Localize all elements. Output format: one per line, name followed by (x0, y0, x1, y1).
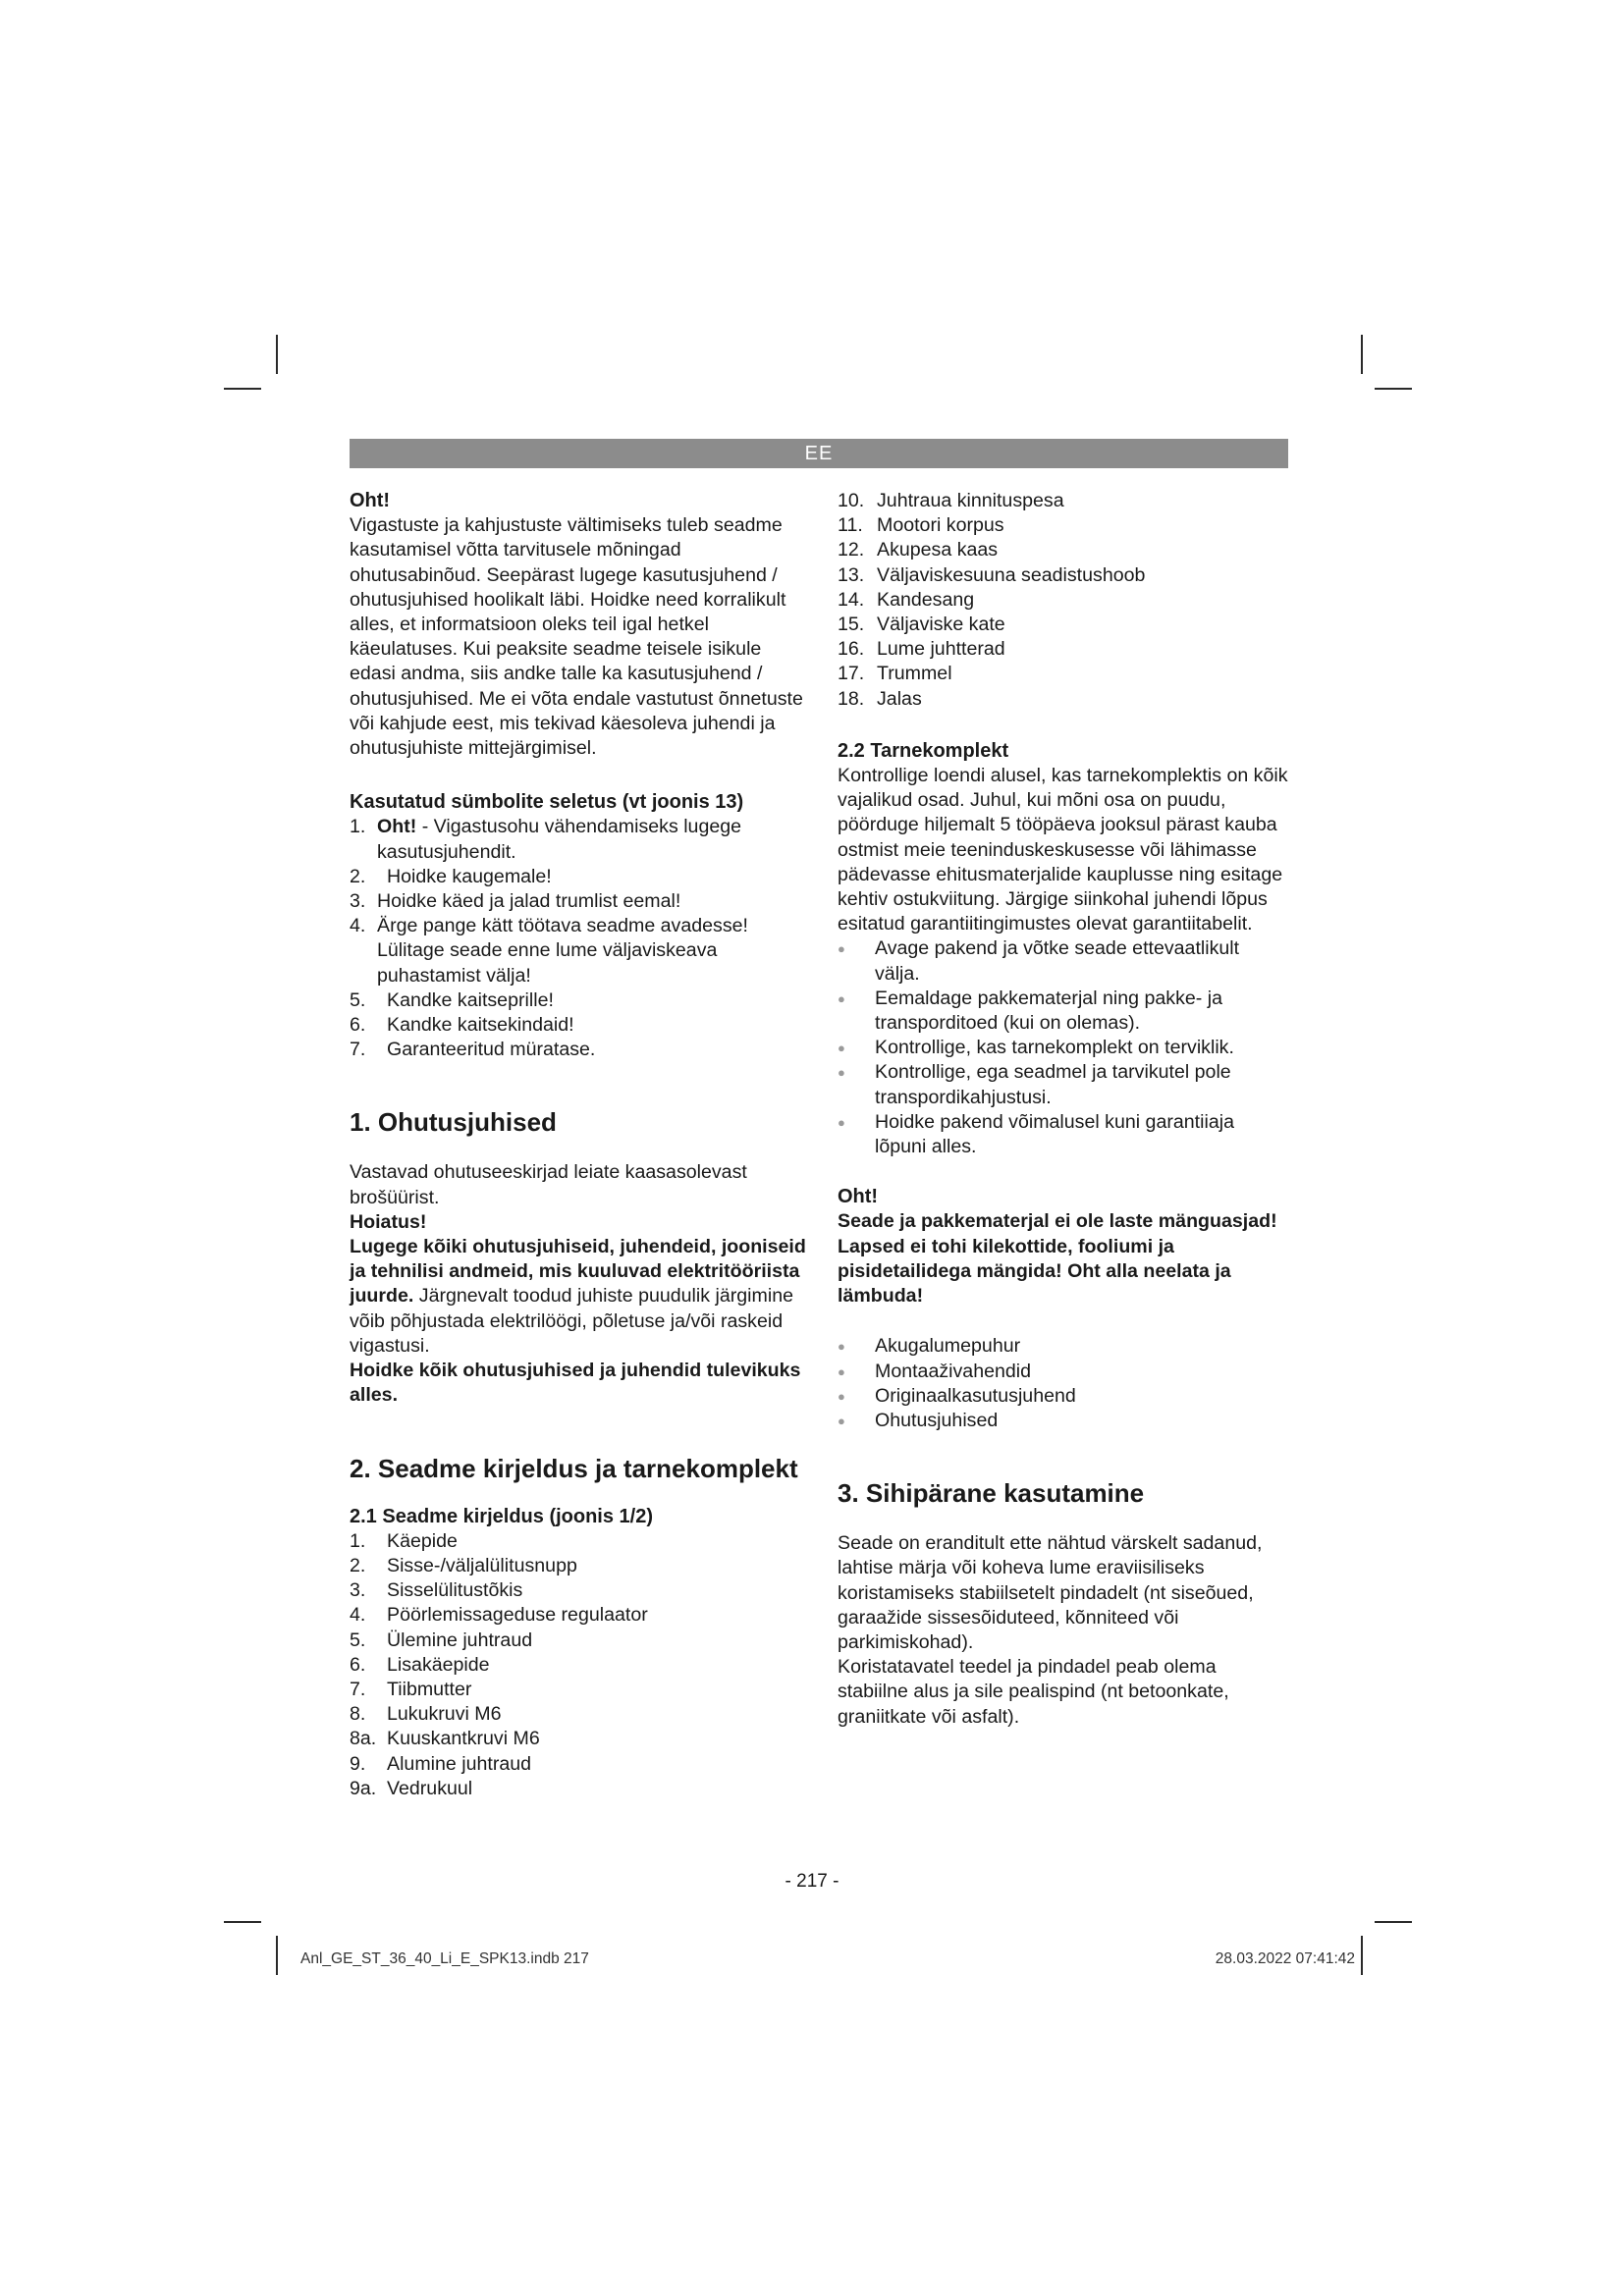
page-number: - 217 - (785, 1871, 839, 1892)
list-item: 9a. Vedrukuul (350, 1777, 473, 1799)
list-item: 7. Garanteeritud müratase. (350, 1039, 596, 1061)
crop-mark (276, 1936, 278, 1975)
symbols-title: Kasutatud sümbolite seletus (vt joonis 13) (350, 791, 744, 814)
section1-paragraph: Vastavad ohutuseeskirjad leiate kaasasolevast brošüürist. (350, 1161, 747, 1208)
list-item: 13. Väljaviskesuuna seadistushoob (838, 563, 1146, 586)
list-item: 3. Sisselülitustõkis (350, 1579, 523, 1602)
list-item: 9. Alumine juhtraud (350, 1752, 532, 1775)
footer-timestamp: 28.03.2022 07:41:42 (1215, 1950, 1355, 1967)
unpacking-checklist (838, 936, 1289, 1159)
list-item: ● Akugalumepuhur (838, 1334, 1289, 1359)
bullet-icon: ● (838, 990, 845, 1006)
parts-list (350, 1529, 811, 1801)
bullet-icon: ● (838, 1413, 845, 1428)
list-item: 11. Mootori korpus (838, 514, 1004, 537)
list-item: 2. Sisse-/väljalülitusnupp (350, 1554, 577, 1576)
list-item: 12. Akupesa kaas (838, 539, 999, 561)
crop-mark (276, 335, 278, 374)
list-item: 15. Väljaviske kate (838, 614, 1005, 636)
subsection-2-2-title: 2.2 Tarnekomplekt (838, 739, 1009, 762)
section1-instructions: Lugege kõiki ohutusjuhiseid, juhendeid, jooniseid ja tehnilisi andmeid, mis kuuluvad elektritööriista juurde. Järgnevalt toodud juhiste puudulik järgimine võib põhjustada elektrilöögi, põletuse ja/või raskeid vigastusi. (350, 1236, 806, 1357)
list-item: 5. Ülemine juhtraud (350, 1629, 533, 1651)
list-item: ● Kontrollige, kas tarnekomplekt on terviklik. (838, 1036, 1289, 1060)
list-item: ● Ohutusjuhised (838, 1409, 1289, 1433)
language-header-bar (350, 439, 1288, 468)
list-item: 10. Juhtraua kinnituspesa (838, 490, 1064, 511)
list-item: 6. Lisakäepide (350, 1653, 490, 1676)
list-item: ● Kontrollige, ega seadmel ja tarvikutel pole transpordikahjustusi. (838, 1060, 1289, 1109)
list-item: 6. Kandke kaitsekindaid! (350, 1014, 574, 1037)
list-item: ● Avage pakend ja võtke seade ettevaatlikult välja. (838, 936, 1289, 986)
bullet-icon: ● (838, 1388, 845, 1404)
keep-instructions-note: Hoidke kõik ohutusjuhised ja juhendid tulevikuks alles. (350, 1360, 801, 1407)
list-item: ● Originaalkasutusjuhend (838, 1384, 1289, 1409)
section3-heading: 3. Sihipärane kasutamine (838, 1478, 1145, 1509)
list-item: ● Hoidke pakend võimalusel kuni garantiiaja lõpuni alles. (838, 1110, 1289, 1159)
bullet-icon: ● (838, 1065, 845, 1081)
symbols-list (350, 815, 811, 1062)
subsection-2-2-text: Kontrollige loendi alusel, kas tarnekomplektis on kõik vajalikud osad. Juhul, kui mõni osa on puudu, pöörduge hiljemalt 5 tööpäeva jooksul pärast kauba ostmist meie teeninduskeskusesse või lähimasse pädevasse ehitusmaterjalide kauplusse ning esitage kehtiv ostukviitung. Järgige siinkohal juhendi lõpus esitatud garantiitingimustes olevat garantiitabelit. (838, 765, 1288, 935)
list-item: 14. Kandesang (838, 588, 975, 611)
warning-text: Vigastuste ja kahjustuste vältimiseks tuleb seadme kasutamisel võtta tarvitusele mõningad ohutusabinõud. Seepärast lugege kasutusjuhend / ohutusjuhised hoolikalt läbi. Hoidke need korralikult alles, et informatsioon oleks teil igal hetkel käeulatuses. Kui peaksite seadme teisele isikule edasi andma, siis andke talle ka kasutusjuhend / ohutusjuhised. Me ei võta endale vastutust õnnetuste või kahjude eest, mis tekivad käesoleva juhendi ja ohutusjuhiste mittejärgimisel. (350, 514, 803, 760)
crop-mark (224, 1921, 261, 1923)
crop-mark (1375, 1921, 1412, 1923)
list-item: 5. Kandke kaitseprille! (350, 988, 554, 1011)
language-code: EE (804, 443, 834, 464)
subsection-2-1-title: 2.1 Seadme kirjeldus (joonis 1/2) (350, 1505, 654, 1527)
list-item: 16. Lume juhtterad (838, 638, 1005, 661)
right-column (838, 489, 1289, 1730)
caution-label: Hoiatus! (350, 1210, 427, 1233)
section3-paragraph: Seade on eranditult ette nähtud värskelt sadanud, lahtise märja või koheva lume eraviisiliseks koristamiseks stabiilsetelt pindadelt (nt siseõued, garaažide sissesõiduteed, kõnniteed või parkimiskohad). (838, 1532, 1263, 1653)
section1-heading: 1. Ohutusjuhised (350, 1107, 557, 1138)
list-item: ● Montaaživahendid (838, 1360, 1289, 1384)
footer-filename: Anl_GE_ST_36_40_Li_E_SPK13.indb 217 (300, 1950, 589, 1967)
bullet-icon: ● (838, 1339, 845, 1355)
bullet-icon: ● (838, 941, 845, 957)
crop-mark (1375, 388, 1412, 390)
left-column (350, 489, 811, 1801)
crop-mark (1361, 1936, 1363, 1975)
bullet-icon: ● (838, 1114, 845, 1130)
list-item: 7. Tiibmutter (350, 1678, 472, 1700)
bullet-icon: ● (838, 1041, 845, 1056)
parts-list-continued (838, 489, 1289, 712)
list-item: 8a. Kuuskantkruvi M6 (350, 1728, 540, 1750)
list-item: ● Eemaldage pakkematerjal ning pakke- ja transporditoed (kui on olemas). (838, 987, 1289, 1036)
bullet-icon: ● (838, 1363, 845, 1379)
list-item: 8. Lukukruvi M6 (350, 1703, 502, 1726)
list-item: 18. Jalas (838, 687, 922, 710)
crop-mark (224, 388, 261, 390)
section2-heading: 2. Seadme kirjeldus ja tarnekomplekt (350, 1453, 798, 1483)
list-item: 1. Käepide (350, 1529, 458, 1552)
children-warning-text: Seade ja pakkematerjal ei ole laste mänguasjad! Lapsed ei tohi kilekottide, fooliumi ja pisidetailidega mängida! Oht alla neelata ja lämbuda! (838, 1210, 1277, 1308)
list-item: 4. Ärge pange kätt töötava seadme avadesse! Lülitage seade enne lume väljaviskeava puhastamist välja! (350, 915, 748, 987)
delivery-contents-list (838, 1334, 1289, 1433)
section3-paragraph-2: Koristatavatel teedel ja pindadel peab olema stabiilne alus ja sile pealispind (nt betoonkate, graniitkate või asfalt). (838, 1656, 1229, 1728)
list-item: 17. Trummel (838, 663, 952, 685)
warning-title-2: Oht! (838, 1186, 879, 1208)
crop-mark (1361, 335, 1363, 374)
list-item: 2. Hoidke kaugemale! (350, 865, 552, 887)
list-item: 1. Oht! - Vigastusohu vähendamiseks lugege kasutusjuhendit. (350, 816, 742, 863)
list-item: 4. Pöörlemissageduse regulaator (350, 1604, 648, 1627)
warning-title: Oht! (350, 490, 391, 511)
list-item: 3. Hoidke käed ja jalad trumlist eemal! (350, 890, 681, 913)
